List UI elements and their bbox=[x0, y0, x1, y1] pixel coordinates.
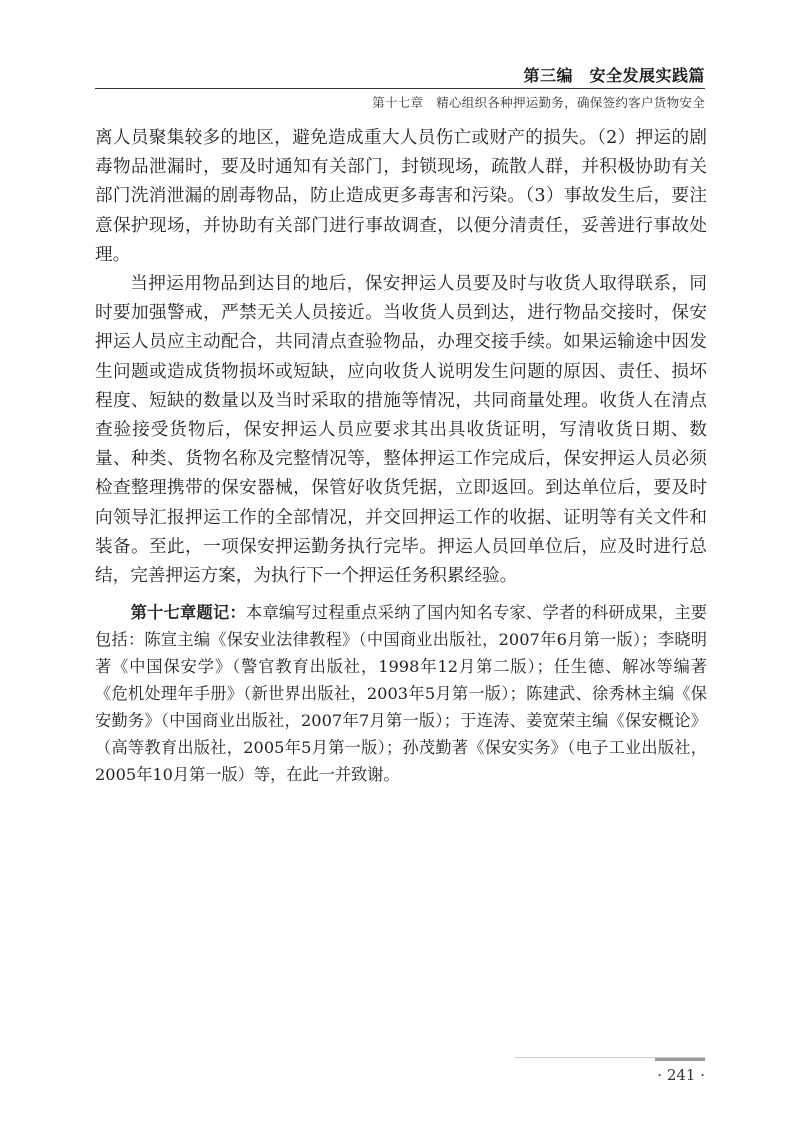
running-head-chapter-title: 第十七章 精心组织各种押运勤务，确保签约客户货物安全 bbox=[372, 95, 705, 110]
footer-rule-accent bbox=[655, 1058, 705, 1061]
body-text bbox=[95, 124, 707, 591]
running-head-part-title: 第三编 安全发展实践篇 bbox=[523, 66, 705, 85]
page-number: · 241 · bbox=[657, 1066, 705, 1084]
header-rule bbox=[95, 88, 705, 89]
chapter-note bbox=[95, 599, 707, 788]
chapter-note-text: 本章编写过程重点采纳了国内知名专家、学者的科研成果，主要包括：陈宣主编《保安业法律教程》（中国商业出版社，2007年6月第一版）；李晓明著《中国保安学》（警官教育出版社，1998年12月第二版）；任生德、解冰等编著《危机处理年手册》（新世界出版社，2003年5月第一版）；陈建武、徐秀林主编《保安勤务》（中国商业出版社，2007年7月第一版）；于连涛、姜宽荣主编《保安概论》（高等教育出版社，2005年5月第一版）；孙茂勤著《保安实务》（电子工业出版社，2005年10月第一版）等，在此一并致谢。 bbox=[95, 603, 708, 784]
paragraph-2: 当押运用物品到达目的地后，保安押运人员要及时与收货人取得联系，同时要加强警戒，严禁无关人员接近。当收货人员到达，进行物品交接时，保安押运人员应主动配合，共同清点查验物品，办理交接手续。如果运输途中因发生问题或造成货物损坏或短缺，应向收货人说明发生问题的原因、责任、损坏程度、短缺的数量以及当时采取的措施等情况，共同商量处理。收货人在清点查验接受货物后，保安押运人员应要求其出具收货证明，写清收货日期、数量、种类、货物名称及完整情况等，整体押运工作完成后，保安押运人员必须检查整理携带的保安器械，保管好收货凭据，立即返回。到达单位后，要及时向领导汇报押运工作的全部情况，并交回押运工作的收据、证明等有关文件和装备。至此，一项保安押运勤务执行完毕。押运人员回单位后，应及时进行总结，完善押运方案，为执行下一个押运任务积累经验。 bbox=[95, 274, 707, 587]
chapter-note-label: 第十七章题记： bbox=[130, 603, 246, 622]
paragraph-1: 离人员聚集较多的地区，避免造成重大人员伤亡或财产的损失。（2）押运的剧毒物品泄漏时，要及时通知有关部门，封锁现场，疏散人群，并积极协助有关部门洗消泄漏的剧毒物品，防止造成更多毒害和污染。（3）事故发生后，要注意保护现场，并协助有关部门进行事故调查，以便分清责任，妥善进行事故处理。 bbox=[95, 128, 707, 265]
